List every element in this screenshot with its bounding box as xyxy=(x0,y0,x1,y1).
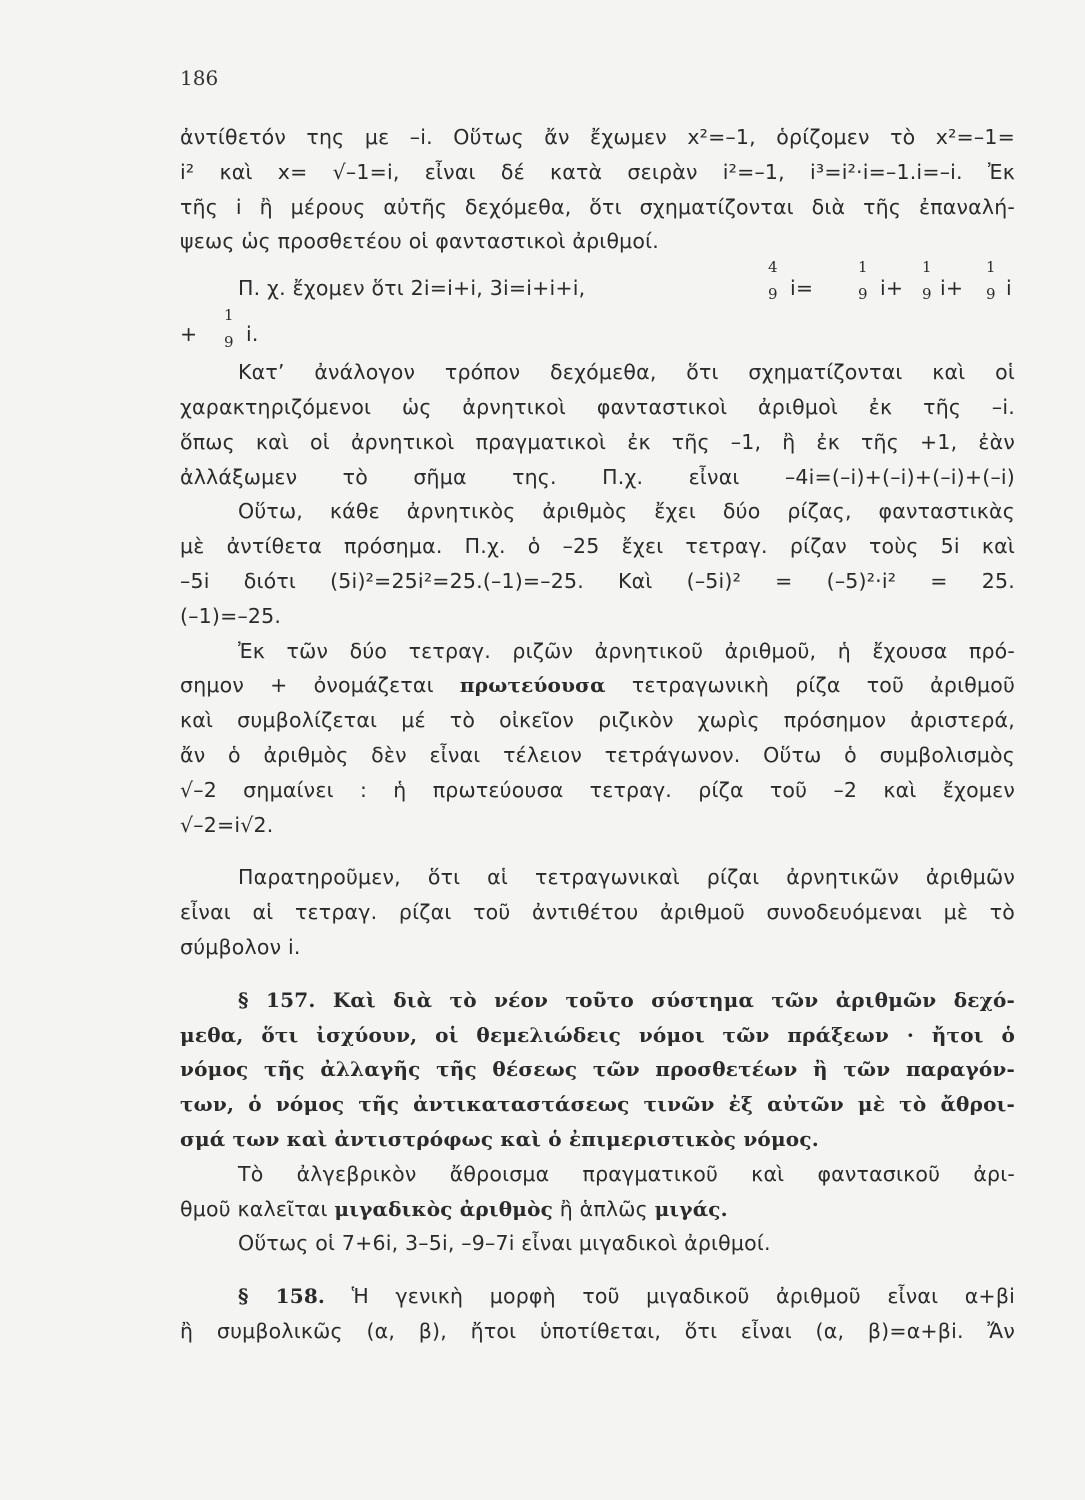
text-line: ἢ συμβολικῶς (α, β), ἤτοι ὑποτίθεται, ὅτι εἶναι (α, β)=α+βi. Ἄν xyxy=(180,1318,1015,1343)
fraction-denominator: 9 xyxy=(986,285,996,304)
bold-term: πρωτεύουσα xyxy=(459,673,606,698)
text-line: Τὸ ἀλγεβρικὸν ἄθροισμα πραγματικοῦ καὶ φαντασικοῦ ἀρι- xyxy=(238,1161,1015,1186)
paragraph-gap xyxy=(180,842,1015,860)
text-line: √–2=i√2. xyxy=(180,812,274,837)
text-line: √–2 σημαίνει : ἡ πρωτεύουσα τετραγ. ρίζα τοῦ –2 καὶ ἔχομεν xyxy=(180,777,1015,802)
text-line: i² καὶ x= √–1=i, εἶναι δέ κατὰ σειρὰν i²=–1, i³=i²·i=–1.i=–i. Ἐκ xyxy=(180,159,1015,184)
text-line: σύμβολον i. xyxy=(180,934,301,959)
page-body xyxy=(180,120,1015,1349)
bold-term: μιγάς. xyxy=(654,1196,728,1221)
text-line: τῆς i ἢ μέρους αὐτῆς δεχόμεθα, ὅτι σχηματίζονται διὰ τῆς ἐπαναλή- xyxy=(180,194,1015,219)
fraction-example-line xyxy=(180,307,1015,355)
fraction-example-line xyxy=(180,259,1015,307)
fraction-numerator: 1 xyxy=(224,306,234,325)
fraction-denominator: 9 xyxy=(922,285,932,304)
page-number: 186 xyxy=(180,66,219,90)
fraction xyxy=(224,307,234,351)
text-segment: + xyxy=(180,322,198,347)
text-line xyxy=(180,1279,1015,1314)
fraction xyxy=(858,259,868,303)
fraction xyxy=(986,259,996,303)
fraction-denominator: 9 xyxy=(768,285,778,304)
text-line: εἶναι αἱ τετραγ. ρίζαι τοῦ ἀντιθέτου ἀριθμοῦ συνοδευόμεναι μὲ τὸ xyxy=(180,900,1015,925)
section-157-line: σμά των καὶ ἀντιστρόφως καὶ ὁ ἐπιμεριστικὸς νόμος. xyxy=(180,1126,819,1151)
text-line: καὶ συμβολίζεται μέ τὸ οἰκεῖον ριζικὸν χωρὶς πρόσημον ἀριστερά, xyxy=(180,708,1015,733)
text-line: ὅπως καὶ οἱ ἀρνητικοὶ πραγματικοὶ ἐκ τῆς –1, ἢ ἐκ τῆς +1, ἐὰν xyxy=(180,429,1015,454)
section-158-number: § 158. xyxy=(238,1284,326,1309)
text-line: Παρατηροῦμεν, ὅτι αἱ τετραγωνικαὶ ρίζαι ἀρνητικῶν ἀριθμῶν xyxy=(238,865,1015,890)
text-line: χαρακτηριζόμενοι ὡς ἀρνητικοὶ φανταστικοὶ ἀριθμοὶ ἐκ τῆς –i. xyxy=(180,394,1015,419)
fraction-numerator: 1 xyxy=(858,258,868,277)
text-line xyxy=(180,668,1015,703)
fraction xyxy=(922,259,932,303)
text-segment: i+ xyxy=(880,276,904,301)
fraction-denominator: 9 xyxy=(858,285,868,304)
text-segment: i= xyxy=(790,276,814,301)
text-line: (–1)=–25. xyxy=(180,603,282,628)
text-segment: i. xyxy=(246,322,259,347)
section-157-line: των, ὁ νόμος τῆς ἀντικαταστάσεως τινῶν ἐξ αὐτῶν μὲ τὸ ἄθροι- xyxy=(180,1092,1015,1117)
section-157-line: νόμος τῆς ἀλλαγῆς τῆς θέσεως τῶν προσθετέων ἢ τῶν παραγόν- xyxy=(180,1057,1015,1082)
fraction-numerator: 1 xyxy=(922,258,932,277)
fraction-numerator: 1 xyxy=(986,258,996,277)
text-line: –5i διότι (5i)²=25i²=25.(–1)=–25. Καὶ (–5i)² = (–5)²·i² = 25. xyxy=(180,568,1015,593)
bold-term: μιγαδικὸς ἀριθμὸς xyxy=(334,1196,554,1221)
text-segment: τετραγωνικὴ ρίζα τοῦ ἀριθμοῦ xyxy=(631,673,1016,698)
text-segment: θμοῦ καλεῖται xyxy=(180,1196,328,1221)
fraction xyxy=(768,259,778,303)
text-line: Κατ’ ἀνάλογον τρόπον δεχόμεθα, ὅτι σχηματίζονται καὶ οἱ xyxy=(238,360,1015,385)
text-segment: i xyxy=(1006,276,1012,301)
fraction-denominator: 9 xyxy=(224,333,234,352)
text-line: ψεως ὡς προσθετέου οἱ φανταστικοὶ ἀριθμοί. xyxy=(180,229,660,254)
paragraph-gap xyxy=(180,965,1015,983)
section-157-line: § 157. Καὶ διὰ τὸ νέον τοῦτο σύστημα τῶν ἀριθμῶν δεχό- xyxy=(238,987,1015,1012)
text-segment: Π. χ. ἔχομεν ὅτι 2i=i+i, 3i=i+i+i, xyxy=(238,276,586,301)
text-line: ἄν ὁ ἀριθμὸς δὲν εἶναι τέλειον τετράγωνον. Οὕτω ὁ συμβολισμὸς xyxy=(180,742,1015,767)
paragraph-gap xyxy=(180,1261,1015,1279)
text-segment: i+ xyxy=(940,276,964,301)
text-segment: σημον + ὀνομάζεται xyxy=(180,673,434,698)
text-line: ἀλλάξωμεν τὸ σῆμα της. Π.χ. εἶναι –4i=(–i)+(–i)+(–i)+(–i) xyxy=(180,464,1015,489)
text-line: Ἐκ τῶν δύο τετραγ. ριζῶν ἀρνητικοῦ ἀριθμοῦ, ἡ ἔχουσα πρό- xyxy=(238,638,1015,663)
fraction-numerator: 4 xyxy=(768,258,778,277)
text-segment: Ἡ γενικὴ μορφὴ τοῦ μιγαδικοῦ ἀριθμοῦ εἶναι α+βi xyxy=(351,1284,1015,1309)
text-line: ἀντίθετόν της με –i. Οὕτως ἄν ἔχωμεν x²=–1, ὁρίζομεν τὸ x²=–1= xyxy=(180,125,1015,149)
text-line xyxy=(180,1192,1015,1227)
text-line: Οὕτως οἱ 7+6i, 3–5i, –9–7i εἶναι μιγαδικοὶ ἀριθμοί. xyxy=(238,1231,771,1256)
text-line: Οὕτω, κάθε ἀρνητικὸς ἀριθμὸς ἔχει δύο ρίζας, φανταστικὰς xyxy=(238,499,1015,524)
section-157-line: μεθα, ὅτι ἰσχύουν, οἱ θεμελιώδεις νόμοι τῶν πράξεων · ἤτοι ὁ xyxy=(180,1022,1015,1047)
text-segment: ἢ ἁπλῶς xyxy=(559,1196,648,1221)
text-line: μὲ ἀντίθετα πρόσημα. Π.χ. ὁ –25 ἔχει τετραγ. ρίζαν τοὺς 5i καὶ xyxy=(180,534,1015,559)
